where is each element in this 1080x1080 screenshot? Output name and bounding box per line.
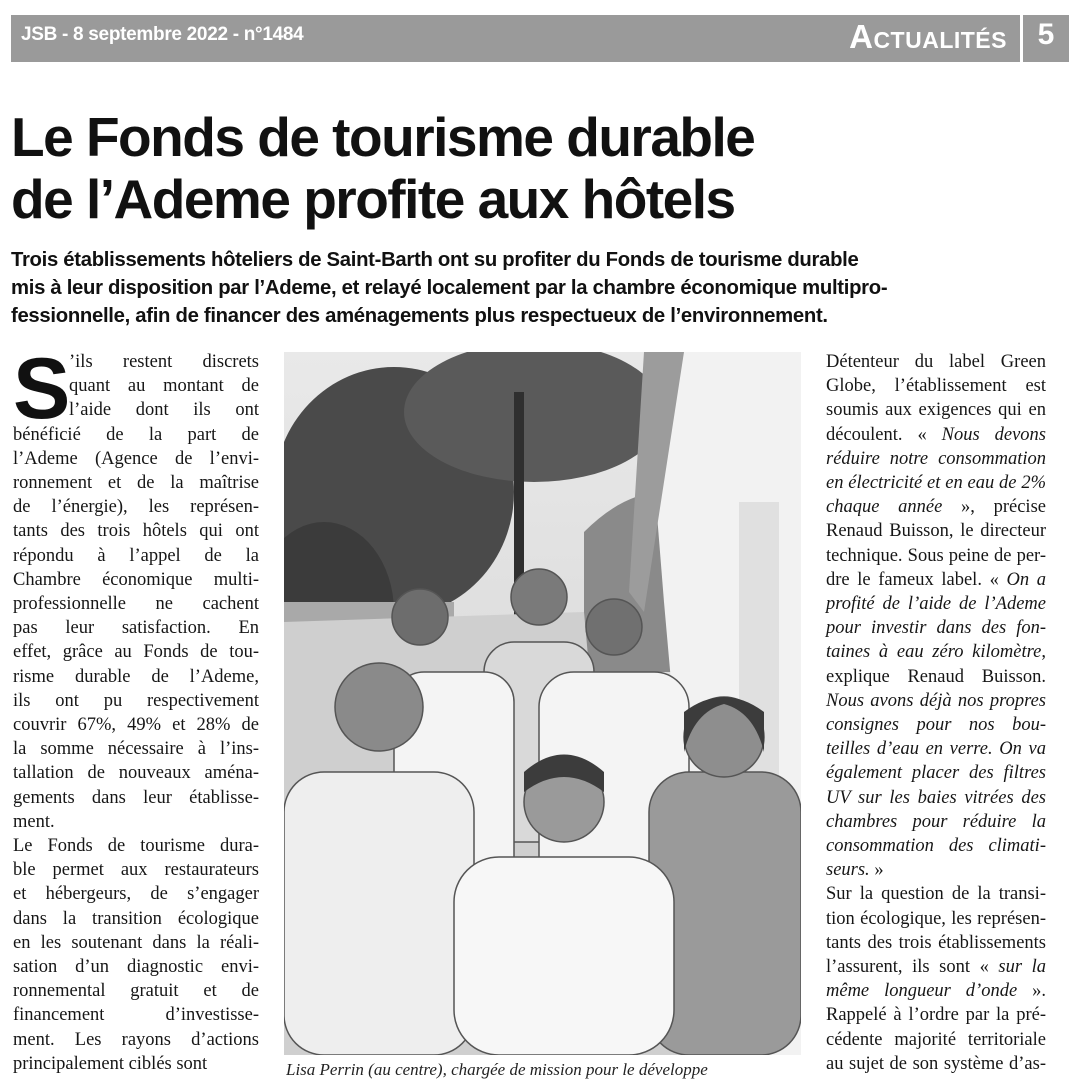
body-text-line: ment. (13, 811, 55, 832)
body-text: , (1041, 642, 1046, 663)
body-text-line (826, 834, 1046, 858)
body-text: l’assurent, ils sont « (826, 957, 999, 978)
quote-text: seurs. (826, 860, 870, 881)
body-text-line (826, 616, 1046, 640)
quote-text: taines à eau zéro kilomètre (826, 642, 1042, 663)
body-text-line (826, 471, 1046, 495)
body-text-line (826, 689, 1046, 713)
body-text: découlent. « (826, 424, 942, 445)
quote-text: profité de l’aide de l’Ademe (826, 594, 1046, 615)
body-text: Globe, l’établissement est (826, 376, 1046, 397)
page-header-bar (11, 15, 1069, 62)
standfirst-line: mis à leur disposition par l’Ademe, et relayé localement par la chambre économique multipro- (11, 277, 888, 299)
body-text-line (826, 737, 1046, 761)
body-text: Rappelé à l’ordre par la pré- (826, 1005, 1046, 1026)
body-text: cédente majorité territoriale (826, 1029, 1046, 1050)
body-text: explique Renaud Buisson. (826, 666, 1046, 687)
body-text-line: ’ils restent discrets (69, 352, 259, 372)
body-text-line (826, 495, 1046, 519)
quote-text: Nous devons (941, 424, 1046, 445)
body-text-line (826, 931, 1046, 955)
body-text-line: ronnement et de la maîtrise (13, 473, 259, 494)
body-text-line (826, 786, 1046, 810)
quote-text: chaque année (826, 497, 943, 518)
body-text-line: pas leur satisfaction. En (13, 618, 259, 639)
body-text-line (826, 955, 1046, 979)
body-text-line: risme durable de l’Ademe, (13, 666, 259, 687)
body-text-line (826, 761, 1046, 785)
body-text-line: ble permet aux restaurateurs (13, 860, 259, 881)
body-text-line: Chambre économique multi- (13, 569, 259, 590)
body-text-line: en les soutenant dans la réali- (13, 932, 259, 953)
body-text-line: bénéficié de la part de (13, 424, 259, 445)
body-text: » (869, 860, 884, 881)
body-text-line (826, 858, 1046, 882)
body-text: dre le fameux label. « (826, 569, 1007, 590)
body-text-line: sation d’un diagnostic envi- (13, 957, 259, 978)
body-text-line (826, 882, 1046, 906)
body-text-line (826, 568, 1046, 592)
quote-text: On a (1006, 569, 1046, 590)
quote-text: réduire notre consommation (826, 448, 1046, 469)
article-column-right (826, 350, 1046, 1076)
quote-text: également placer des filtres (826, 763, 1046, 784)
quote-text: Nous avons déjà nos propres (826, 690, 1046, 711)
body-text-line (826, 423, 1046, 447)
quote-text: chambres pour réduire la (826, 811, 1046, 832)
body-text-line (826, 519, 1046, 543)
body-text: au sujet de son système d’as- (826, 1053, 1046, 1074)
body-text-line: de l’énergie), les représen- (13, 497, 259, 518)
body-text-line: tallation de nouveaux aména- (13, 763, 259, 784)
issue-line: JSB - 8 septembre 2022 - n°1484 (21, 24, 304, 45)
article-column-left (13, 341, 259, 1076)
body-text-line: ronnemental gratuit et de (13, 981, 259, 1002)
section-label: Actualités (849, 18, 1007, 55)
standfirst-line: fessionnelle, afin de financer des aménagements plus respectueux de l’environnement. (11, 305, 828, 327)
quote-text: même longueur d’onde (826, 981, 1018, 1002)
body-text-line (826, 1052, 1046, 1076)
body-text-line (826, 398, 1046, 422)
body-text-line (826, 447, 1046, 471)
article-standfirst (11, 246, 1071, 330)
body-text: soumis aux exigences qui en (826, 400, 1046, 421)
body-text: tants des trois établissements (826, 932, 1046, 953)
body-text-line: professionnelle ne cachent (13, 594, 259, 615)
body-text-line: gements dans leur établisse- (13, 787, 259, 808)
body-text-line: couvrir 67%, 49% et 28% de (13, 715, 259, 736)
page-number: 5 (1037, 18, 1055, 51)
body-text-line (826, 374, 1046, 398)
article-photo (284, 352, 801, 1055)
body-text-line (826, 544, 1046, 568)
body-text: Détenteur du label Green (826, 352, 1046, 372)
body-text-line: tants des trois hôtels qui ont (13, 521, 259, 542)
body-text-line: Le Fonds de tourisme dura- (13, 836, 259, 857)
quote-text: UV sur les baies vitrées des (826, 787, 1046, 808)
standfirst-line: Trois établissements hôteliers de Saint-Barth ont su profiter du Fonds de tourisme durable (11, 249, 859, 271)
body-text: Sur la question de la transi- (826, 884, 1046, 905)
body-text-line: ils ont pu respectivement (13, 690, 259, 711)
body-text-line: effet, grâce au Fonds de tou- (13, 642, 259, 663)
body-text-line: la somme nécessaire à l’ins- (13, 739, 259, 760)
body-text-line: l’aide dont ils ont (69, 400, 259, 421)
photo-caption: Lisa Perrin (au centre), chargée de mission pour le développe (286, 1060, 708, 1079)
body-text: tion écologique, les représen- (826, 908, 1046, 929)
quote-text: pour investir dans des fon- (826, 618, 1046, 639)
body-text-line (826, 1003, 1046, 1027)
body-text-line (826, 1028, 1046, 1052)
body-text-line (826, 350, 1046, 374)
body-text-line (826, 907, 1046, 931)
body-text-line: répondu à l’appel de la (13, 545, 259, 566)
article-headline (11, 106, 754, 230)
body-text-line: financement d’investisse- (13, 1005, 259, 1026)
body-text-line (826, 810, 1046, 834)
body-text-line: dans la transition écologique (13, 908, 259, 929)
drop-cap: S (13, 341, 71, 437)
body-text-line (826, 592, 1046, 616)
quote-text: teilles d’eau en verre. On va (826, 739, 1046, 760)
headline-line: de l’Ademe profite aux hôtels (11, 168, 735, 230)
quote-text: sur la (998, 957, 1046, 978)
body-text-line: quant au montant de (69, 376, 259, 397)
body-text-line: l’Ademe (Agence de l’envi- (13, 448, 259, 469)
body-text: ». (1017, 981, 1046, 1002)
body-text-line: principalement ciblés sont (13, 1053, 208, 1074)
headline-line: Le Fonds de tourisme durable (11, 106, 755, 168)
body-text: technique. Sous peine de per- (826, 545, 1046, 566)
body-text: », précise (942, 497, 1046, 518)
body-text-line (826, 979, 1046, 1003)
quote-text: en électricité et en eau de 2% (826, 473, 1046, 494)
quote-text: consommation des climati- (826, 836, 1046, 857)
body-text-line (826, 713, 1046, 737)
group-photo-illustration (284, 352, 801, 1055)
body-text-line (826, 640, 1046, 664)
body-text-line: ment. Les rayons d’actions (13, 1029, 259, 1050)
body-text-line (826, 665, 1046, 689)
quote-text: consignes pour nos bou- (826, 715, 1046, 736)
body-text: Renaud Buisson, le directeur (826, 521, 1046, 542)
body-text-line: et hébergeurs, de s’engager (13, 884, 259, 905)
